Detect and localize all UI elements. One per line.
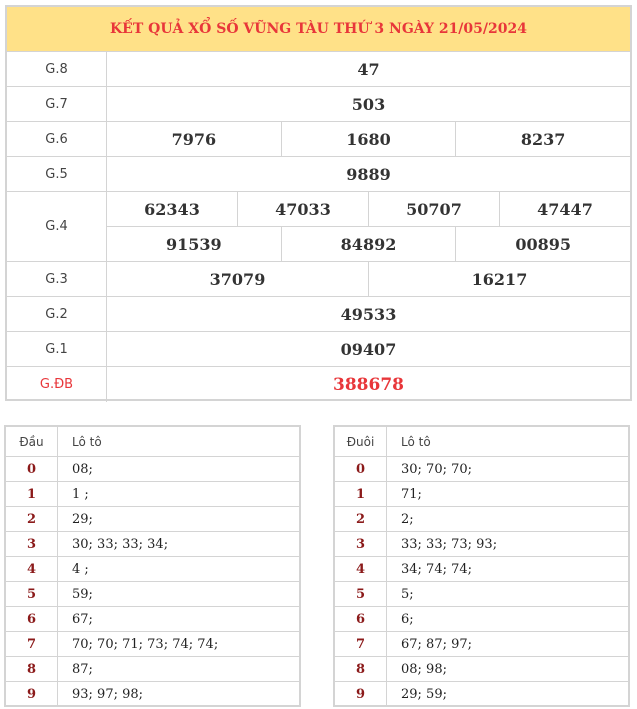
prize-number: 47033 [238, 192, 369, 226]
prize-label: G.6 [7, 122, 107, 156]
row-value: 67; [72, 611, 93, 627]
prize-row-special [7, 367, 630, 402]
row-value: 30; 33; 33; 34; [72, 536, 169, 552]
prize-number: 16217 [471, 269, 528, 289]
row-value: 08; [72, 461, 93, 477]
row-value: 6; [401, 611, 414, 627]
row-key: 4 [335, 557, 387, 581]
prize-row-g3 [7, 262, 630, 297]
prize-label: G.4 [7, 192, 107, 261]
table-row [6, 507, 299, 532]
row-key: 9 [335, 682, 387, 707]
row-value: 5; [401, 586, 414, 602]
dau-lotto-table [4, 425, 301, 707]
table-row [335, 582, 628, 607]
row-value: 70; 70; 71; 73; 74; 74; [72, 636, 219, 652]
row-value: 67; 87; 97; [401, 636, 473, 652]
results-table [5, 5, 632, 401]
row-key: 7 [6, 632, 58, 656]
row-key: 4 [6, 557, 58, 581]
table-row [6, 557, 299, 582]
row-value: 2; [401, 511, 414, 527]
row-key: 6 [6, 607, 58, 631]
prize-number: 47 [357, 59, 380, 79]
table-row [6, 632, 299, 657]
special-prize-number: 388678 [333, 374, 404, 395]
row-value: 33; 33; 73; 93; [401, 536, 498, 552]
row-value: 87; [72, 661, 93, 677]
col-header-dau: Đầu [6, 427, 58, 456]
row-key: 0 [6, 457, 58, 481]
table-row [6, 582, 299, 607]
prize-number: 50707 [369, 192, 500, 226]
row-value: 08; 98; [401, 661, 447, 677]
table-row [6, 607, 299, 632]
prize-row-g4 [7, 192, 630, 262]
prize-number: 9889 [346, 164, 391, 184]
table-row [335, 607, 628, 632]
prize-row-g5 [7, 157, 630, 192]
row-value: 29; [72, 511, 93, 527]
row-value: 4 ; [72, 561, 89, 577]
row-key: 1 [6, 482, 58, 506]
row-key: 3 [335, 532, 387, 556]
results-title: KẾT QUẢ XỔ SỐ VŨNG TÀU THỨ 3 NGÀY 21/05/2024 [7, 7, 630, 52]
row-key: 1 [335, 482, 387, 506]
table-row [335, 682, 628, 707]
table-row [335, 532, 628, 557]
row-key: 5 [6, 582, 58, 606]
table-row [335, 507, 628, 532]
prize-number: 7976 [107, 122, 282, 156]
col-header-loto: Lô tô [401, 434, 431, 449]
prize-number: 84892 [282, 227, 457, 261]
prize-label: G.7 [7, 87, 107, 121]
col-header-duoi: Đuôi [335, 427, 387, 456]
row-key: 2 [6, 507, 58, 531]
row-value: 59; [72, 586, 93, 602]
table-row [6, 682, 299, 707]
prize-row-g7 [7, 87, 630, 122]
prize-number: 49533 [340, 304, 397, 324]
prize-number: 8237 [520, 129, 566, 149]
table-row [335, 557, 628, 582]
prize-label: G.2 [7, 297, 107, 331]
special-prize-label: G.ĐB [7, 367, 107, 402]
row-key: 3 [6, 532, 58, 556]
duoi-lotto-table [333, 425, 630, 707]
prize-number: 503 [351, 94, 386, 114]
prize-number: 1680 [282, 122, 457, 156]
table-row [335, 632, 628, 657]
table-header [6, 427, 299, 457]
row-key: 8 [335, 657, 387, 681]
row-key: 5 [335, 582, 387, 606]
table-row [335, 482, 628, 507]
prize-row-g6 [7, 122, 630, 157]
prize-number: 09407 [340, 339, 397, 359]
row-value: 29; 59; [401, 687, 447, 702]
prize-label: G.3 [7, 262, 107, 296]
table-row [335, 457, 628, 482]
table-header [335, 427, 628, 457]
prize-row-g8 [7, 52, 630, 87]
prize-number: 47447 [537, 199, 593, 219]
row-key: 7 [335, 632, 387, 656]
row-value: 71; [401, 486, 422, 502]
prize-label: G.8 [7, 52, 107, 86]
table-row [335, 657, 628, 682]
row-value: 34; 74; 74; [401, 561, 473, 577]
col-header-loto: Lô tô [72, 434, 102, 449]
row-key: 0 [335, 457, 387, 481]
prize-number: 00895 [515, 234, 572, 254]
row-value: 30; 70; 70; [401, 461, 473, 477]
prize-label: G.1 [7, 332, 107, 366]
row-key: 8 [6, 657, 58, 681]
row-key: 6 [335, 607, 387, 631]
prize-number: 37079 [107, 262, 369, 296]
table-row [6, 482, 299, 507]
table-row [6, 532, 299, 557]
prize-row-g1 [7, 332, 630, 367]
row-key: 9 [6, 682, 58, 707]
row-value: 1 ; [72, 486, 89, 502]
prize-row-g2 [7, 297, 630, 332]
prize-number: 62343 [107, 192, 238, 226]
row-value: 93; 97; 98; [72, 687, 144, 702]
table-row [6, 657, 299, 682]
prize-number: 91539 [107, 227, 282, 261]
table-row [6, 457, 299, 482]
row-key: 2 [335, 507, 387, 531]
prize-label: G.5 [7, 157, 107, 191]
